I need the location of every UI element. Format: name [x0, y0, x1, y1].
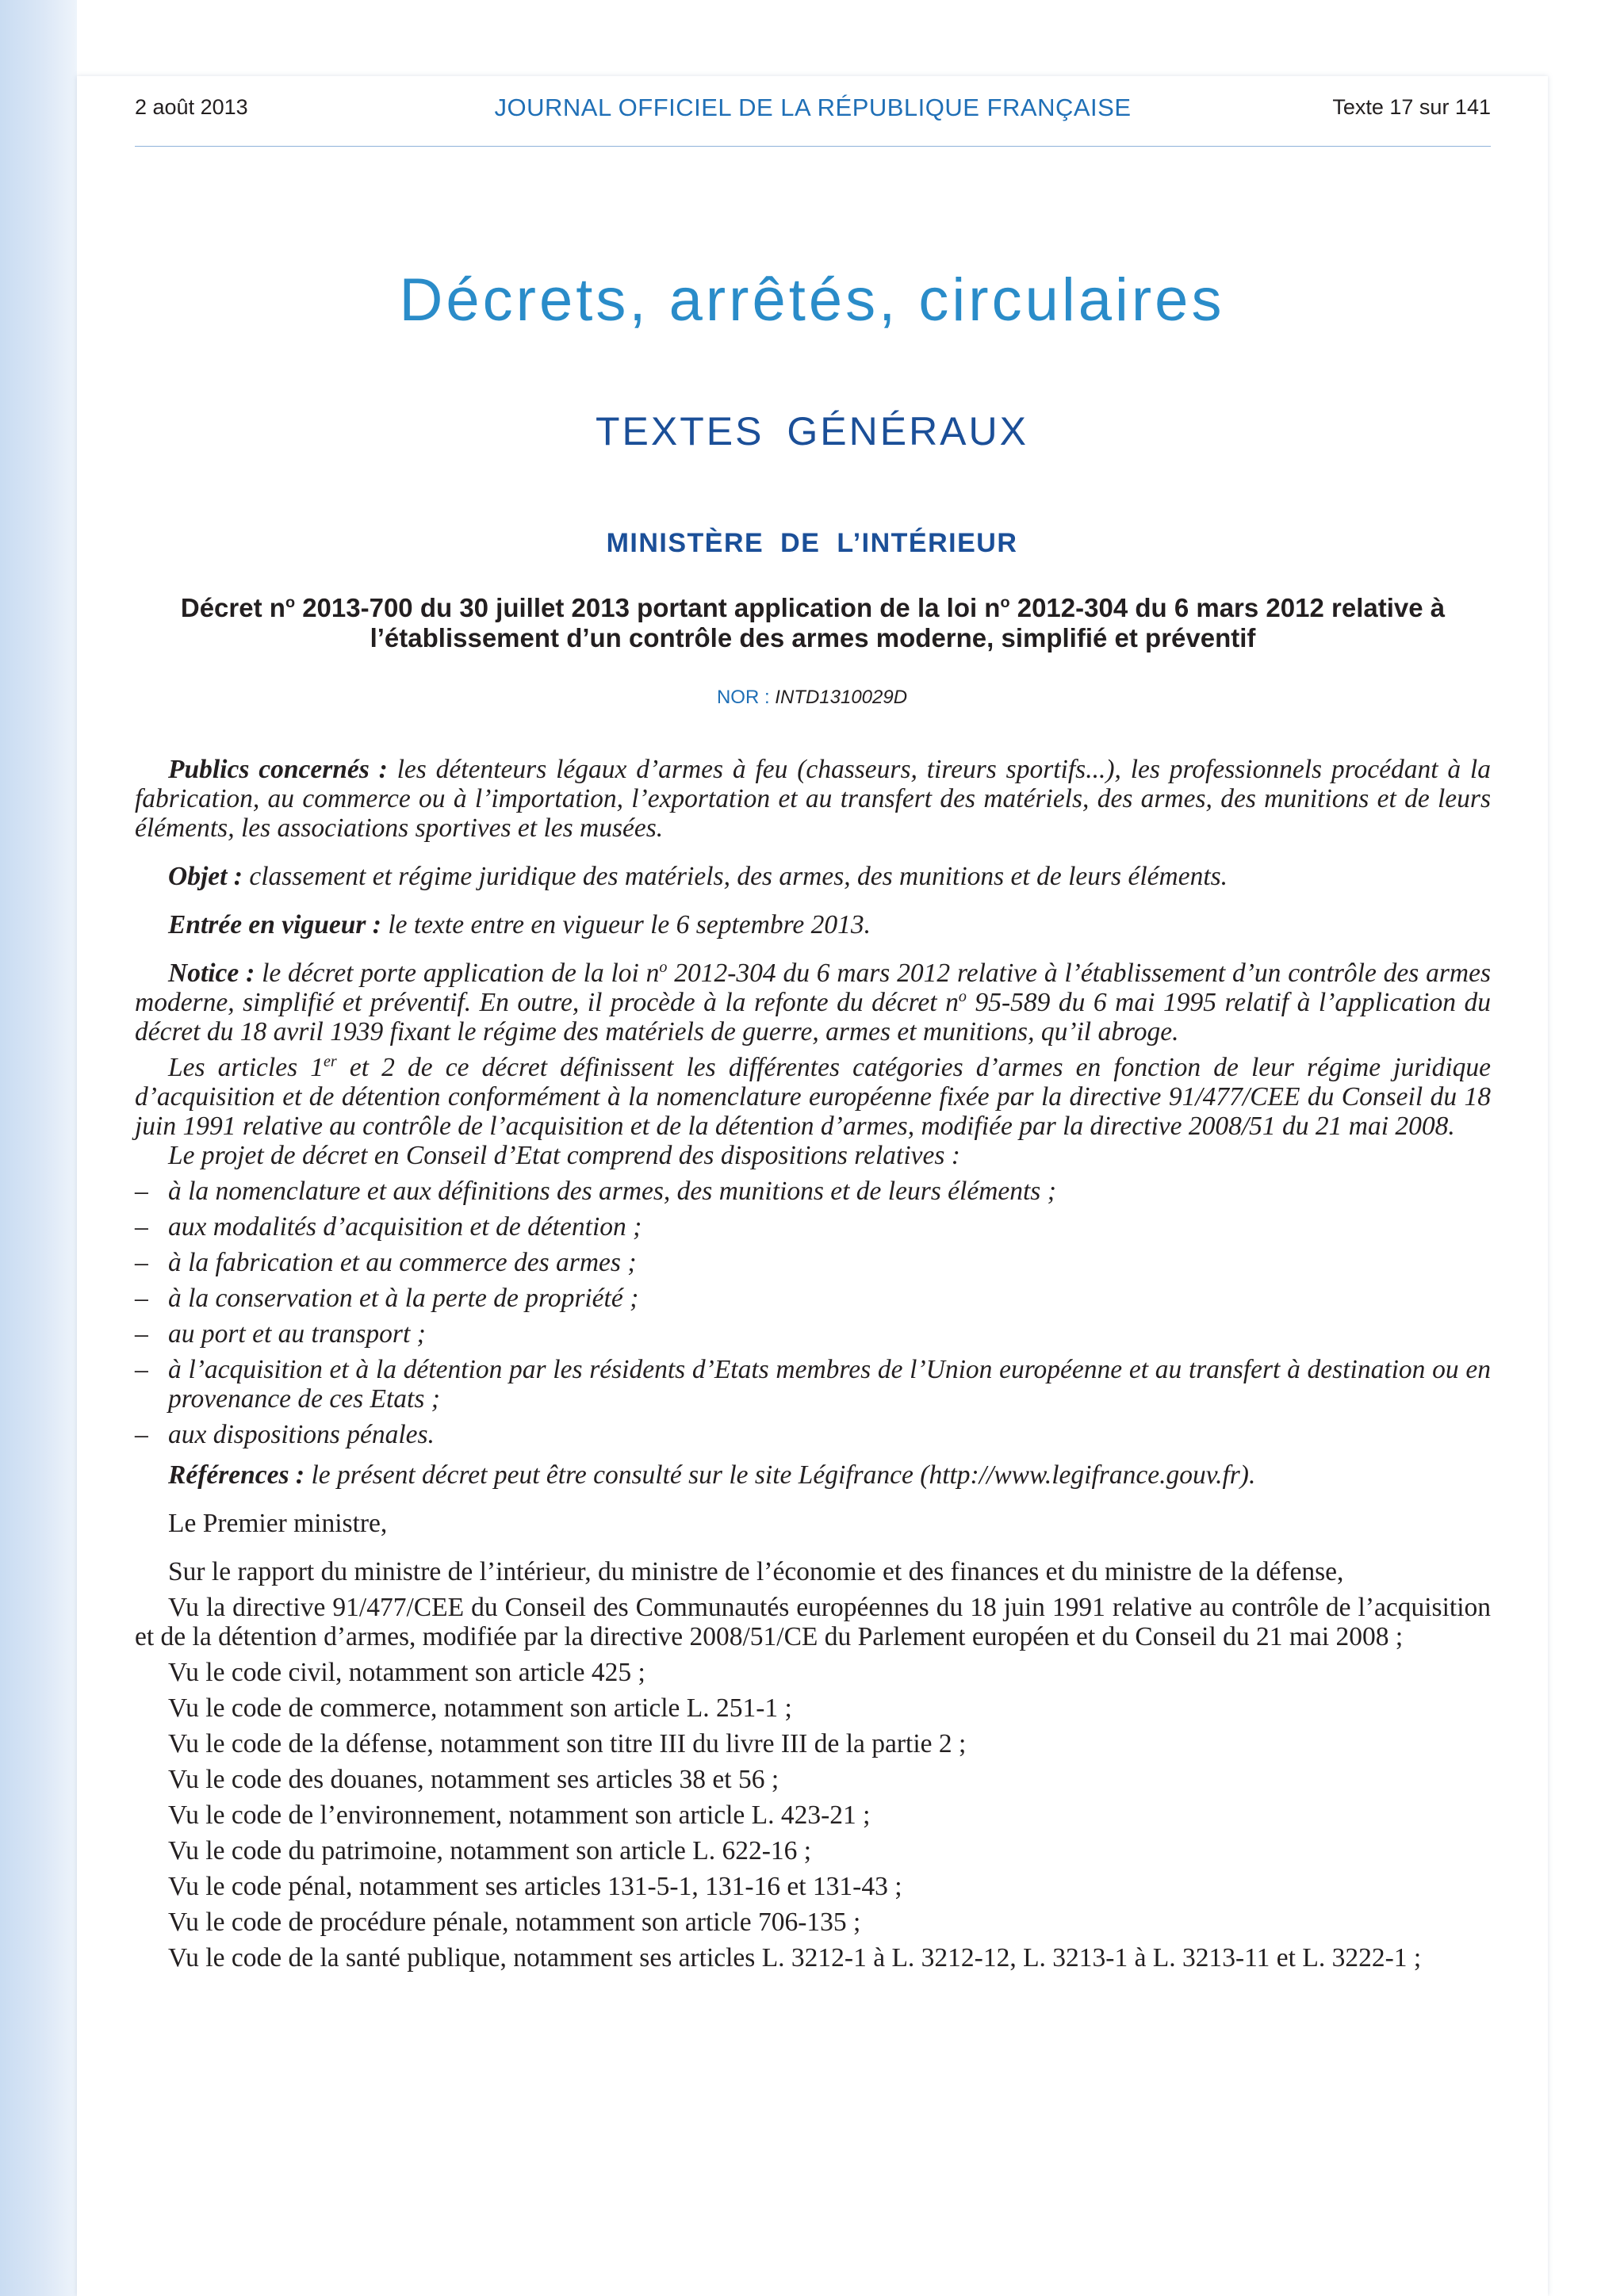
- list-item: [135, 1284, 1491, 1313]
- notice-sup: o: [958, 987, 967, 1005]
- list-item: [135, 1212, 1491, 1242]
- list-item: [135, 1248, 1491, 1277]
- notice-sup: o: [659, 958, 668, 976]
- publics-label: Publics concernés :: [168, 755, 388, 784]
- list-item-text: au port et au transport ;: [168, 1319, 426, 1349]
- dash-bullet: –: [135, 1212, 148, 1242]
- list-item-text: aux dispositions pénales.: [168, 1420, 435, 1449]
- notice-text: 95-589 du 6 mai 1995 relatif à l’application du décret du 18 avril 1939 fixant le régime des matériels de guerre, armes et munitions, qu’il abroge.: [135, 988, 1491, 1047]
- notice-paragraph: [135, 959, 1491, 1047]
- text-number: Texte 17 sur 141: [1332, 95, 1491, 119]
- visa-line: Vu la directive 91/477/CEE du Conseil des Communautés européennes du 18 juin 1991 relative au contrôle de l’acquisition et de la détention d’armes, modifiée par la directive 2008/51/CE du Parlement européen et du Conseil du 21 mai 2008 ;: [135, 1593, 1491, 1651]
- dash-bullet: –: [135, 1177, 148, 1206]
- list-item-text: à l’acquisition et à la détention par les résidents d’Etats membres de l’Union européenne et au transfert à destination ou en provenance de ces Etats ;: [168, 1355, 1491, 1414]
- publics-text: les détenteurs légaux d’armes à feu (chasseurs, tireurs sportifs...), les professionnels procédant à la fabrication, au commerce ou à l’importation, l’exportation et au transfert des matériels, des armes, des munitions et de leurs éléments, les associations sportives et les musées.: [135, 755, 1491, 843]
- decree-title-sup: o: [1000, 594, 1010, 611]
- list-item-text: à la nomenclature et aux définitions des armes, des munitions et de leurs éléments ;: [168, 1177, 1056, 1206]
- list-item: [135, 1355, 1491, 1414]
- visa-line: Vu le code de commerce, notamment son article L. 251-1 ;: [168, 1693, 792, 1723]
- visa-line: Vu le code pénal, notamment ses articles 131-5-1, 131-16 et 131-43 ;: [168, 1872, 902, 1901]
- list-item: [135, 1319, 1491, 1349]
- references-label: Références :: [168, 1460, 305, 1490]
- document-body: [135, 755, 1491, 1973]
- nor-label: NOR :: [716, 687, 770, 708]
- dash-bullet: –: [135, 1319, 148, 1349]
- references-paragraph: [135, 1460, 1491, 1490]
- section-title: Décrets, arrêtés, circulaires: [399, 266, 1225, 334]
- nor-value: INTD1310029D: [775, 687, 908, 708]
- decree-title: [135, 593, 1491, 653]
- articles-paragraph: [135, 1053, 1491, 1141]
- objet-text: classement et régime juridique des matériels, des armes, des munitions et de leurs éléments.: [242, 862, 1228, 891]
- journal-title: JOURNAL OFFICIEL DE LA RÉPUBLIQUE FRANÇAISE: [494, 94, 1132, 121]
- notice-text: le décret porte application de la loi n: [255, 959, 660, 988]
- visa-line: Vu le code de la défense, notamment son titre III du livre III de la partie 2 ;: [168, 1729, 967, 1758]
- subsection-title: TEXTES GÉNÉRAUX: [596, 409, 1028, 453]
- list-item: [135, 1420, 1491, 1449]
- dash-bullet: –: [135, 1284, 148, 1313]
- dispositions-list: [135, 1177, 1491, 1449]
- objet-paragraph: [135, 862, 1491, 891]
- articles-text: Les articles 1: [168, 1053, 324, 1082]
- list-item-text: à la conservation et à la perte de propriété ;: [168, 1284, 639, 1313]
- objet-label: Objet :: [168, 862, 243, 891]
- visa-line: Vu le code de l’environnement, notamment son article L. 423-21 ;: [168, 1800, 871, 1830]
- ministry-title: MINISTÈRE DE L’INTÉRIEUR: [606, 528, 1018, 558]
- entree-paragraph: [135, 910, 1491, 939]
- visa-line: Vu le code civil, notamment son article 425 ;: [168, 1658, 645, 1687]
- articles-text: et 2 de ce décret définissent les différentes catégories d’armes en fonction de leur régime juridique d’acquisition et de détention conformément à la nomenclature européenne fixée par la directive 91/477/CEE du Conseil du 18 juin 1991 relative au contrôle de l’acquisition et de la détention d’armes, modifiée par la directive 2008/51 du 21 mai 2008.: [135, 1053, 1491, 1141]
- list-item-text: à la fabrication et au commerce des armes ;: [168, 1248, 637, 1277]
- side-band: [0, 0, 77, 2296]
- decree-title-sup: o: [285, 594, 296, 611]
- visa-line: Vu le code de la santé publique, notamment ses articles L. 3212-1 à L. 3212-12, L. 3213-1 à L. 3213-11 et L. 3222-1 ;: [168, 1943, 1422, 1973]
- rapport-paragraph: Sur le rapport du ministre de l’intérieur, du ministre de l’économie et des finances et du ministre de la défense,: [168, 1557, 1344, 1586]
- page-header: [135, 95, 1491, 143]
- visa-line: Vu le code des douanes, notamment ses articles 38 et 56 ;: [168, 1765, 779, 1794]
- notice-text: 2012-304 du 6 mars 2012 relative à l’établissement d’un contrôle des armes moderne, simplifié et préventif. En outre, il procède à la refonte du décret n: [135, 959, 1491, 1017]
- dash-bullet: –: [135, 1420, 148, 1449]
- entree-text: le texte entre en vigueur le 6 septembre 2013.: [381, 910, 871, 939]
- dash-bullet: –: [135, 1248, 148, 1277]
- notice-label: Notice :: [168, 959, 255, 988]
- list-item: [135, 1177, 1491, 1206]
- decree-title-part: 2013-700 du 30 juillet 2013 portant application de la loi n: [295, 593, 1001, 622]
- visa-line: Vu le code de procédure pénale, notamment son article 706-135 ;: [168, 1908, 861, 1937]
- decree-title-part: 2012-304 du 6 mars 2012 relative à l’établissement d’un contrôle des armes moderne, simplifié et préventif: [370, 593, 1446, 652]
- premier-ministre: Le Premier ministre,: [168, 1509, 388, 1538]
- dash-bullet: –: [135, 1355, 148, 1384]
- visa-line: Vu le code du patrimoine, notamment son article L. 622-16 ;: [168, 1836, 812, 1866]
- entree-label: Entrée en vigueur :: [168, 910, 381, 939]
- articles-sup: er: [323, 1052, 337, 1070]
- publics-paragraph: [135, 755, 1491, 843]
- decree-title-part: Décret n: [180, 593, 285, 622]
- publication-date: 2 août 2013: [135, 95, 248, 119]
- nor-reference: [0, 687, 1624, 709]
- references-text: le présent décret peut être consulté sur le site Légifrance (http://www.legifrance.gouv.fr).: [304, 1460, 1256, 1490]
- projet-paragraph: Le projet de décret en Conseil d’Etat comprend des dispositions relatives :: [168, 1141, 960, 1170]
- list-item-text: aux modalités d’acquisition et de détention ;: [168, 1212, 642, 1242]
- header-divider: [135, 146, 1491, 147]
